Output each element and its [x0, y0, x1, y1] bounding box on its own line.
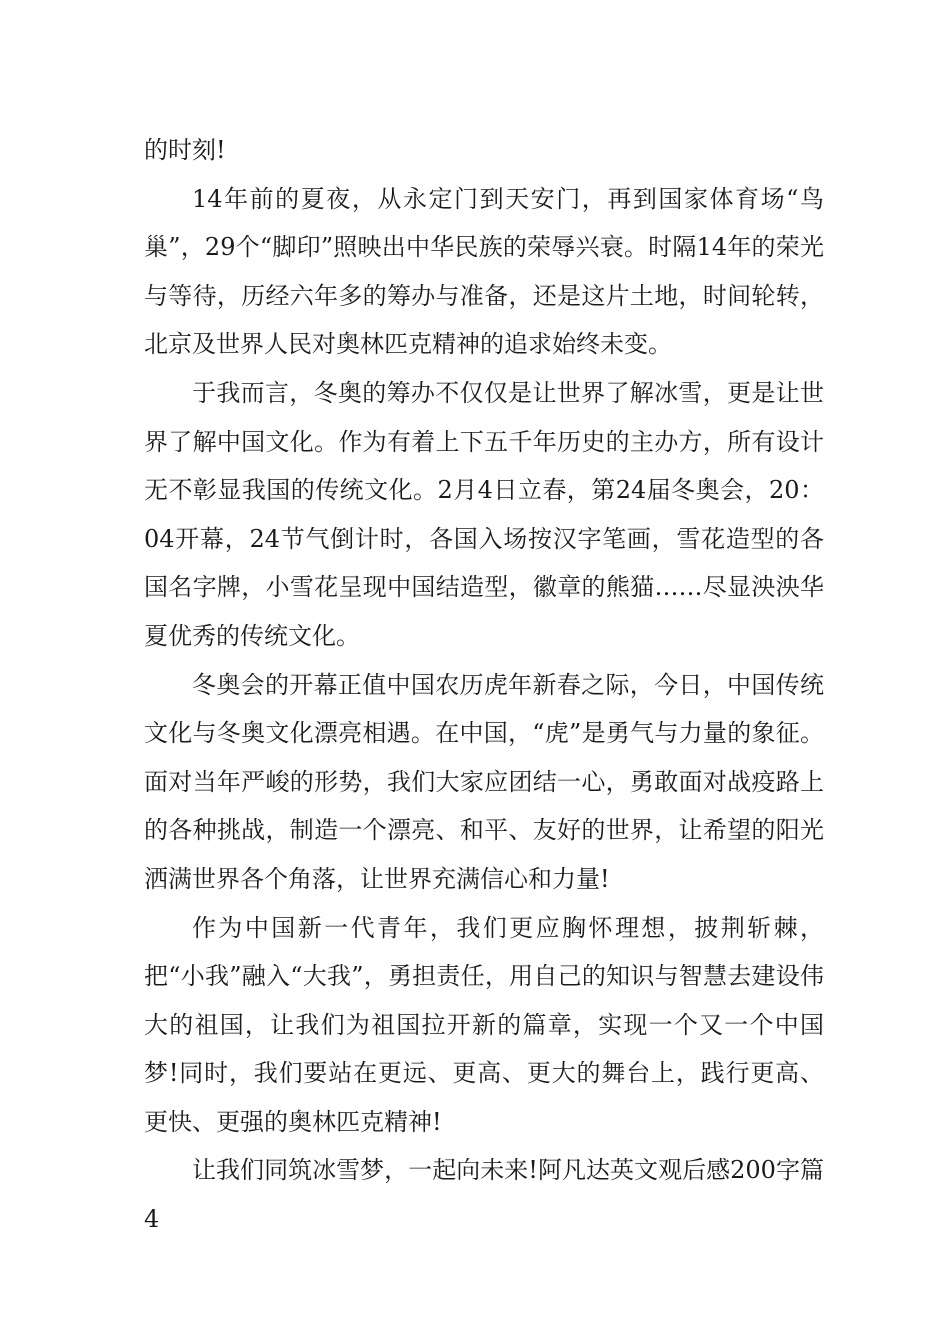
document-body: [144, 126, 824, 1244]
paragraph-4: 冬奥会的开幕正值中国农历虎年新春之际，今日，中国传统文化与冬奥文化漂亮相遇。在中国，“虎”是勇气与力量的象征。面对当年严峻的形势，我们大家应团结一心，勇敢面对战疫路上的各种挑战，制造一个漂亮、和平、友好的世界，让希望的阳光洒满世界各个角落，让世界充满信心和力量!: [144, 670, 824, 893]
paragraph-3: 于我而言，冬奥的筹办不仅仅是让世界了解冰雪，更是让世界了解中国文化。作为有着上下五千年历史的主办方，所有设计无不彰显我国的传统文化。2月4日立春，第24届冬奥会，20：04开幕，24节气倒计时，各国入场按汉字笔画，雪花造型的各国名字牌，小雪花呈现中国结造型，徽章的熊猫……尽显泱泱华夏优秀的传统文化。: [144, 378, 824, 650]
paragraph-5: 作为中国新一代青年，我们更应胸怀理想，披荆斩棘，把“小我”融入“大我”，勇担责任，用自己的知识与智慧去建设伟大的祖国，让我们为祖国拉开新的篇章，实现一个又一个中国梦!同时，我们要站在更远、更高、更大的舞台上，践行更高、更快、更强的奥林匹克精神!: [144, 913, 824, 1136]
paragraph-6: 让我们同筑冰雪梦，一起向未来!阿凡达英文观后感200字篇4: [144, 1156, 824, 1234]
paragraph-2: 14年前的夏夜，从永定门到天安门，再到国家体育场“鸟巢”，29个“脚印”照映出中华民族的荣辱兴衰。时隔14年的荣光与等待，历经六年多的筹办与准备，还是这片土地，时间轮转，北京及世界人民对奥林匹克精神的追求始终未变。: [144, 184, 824, 359]
paragraph-1: 的时刻!: [144, 136, 226, 164]
